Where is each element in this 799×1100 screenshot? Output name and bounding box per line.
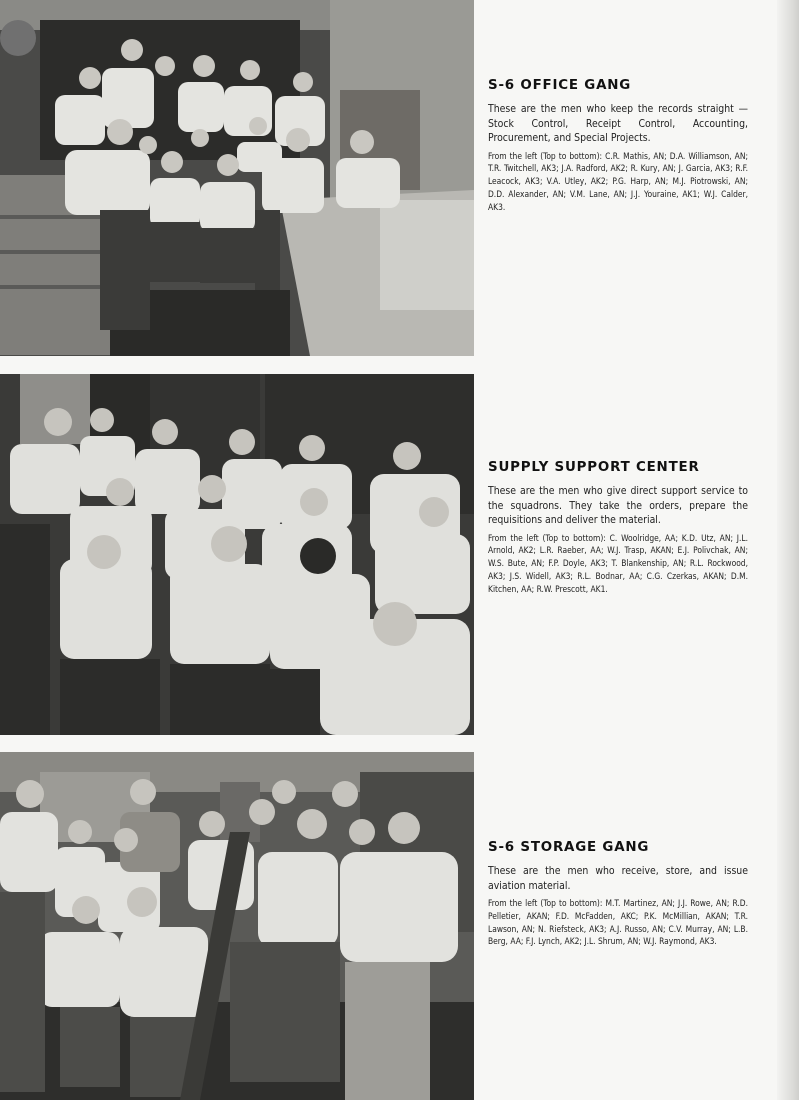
office-gang-title: S-6 OFFICE GANG <box>488 78 632 93</box>
office-gang-names: From the left (Top to bottom): C.R. Mathis, AN; D.A. Williamson, AN; T.R. Twitchell, AK3; J.A. Radford, AK2; R. Kury, AN; J. Garcia, AK3; R.F. Leacock, AK3; V.A. Utley, AK2; P.G. Harp, AN; M.J. Piotrowski, AN; D.D. Alexander, AN; V.M. Lane, AN; J.J. Youraine, AK1; W.J. Calder, AK3. <box>488 150 748 212</box>
supply-support-section <box>488 460 748 595</box>
storage-gang-names: From the left (Top to bottom): M.T. Martinez, AN; J.J. Rowe, AN; R.D. Pelletier, AKAN; F.D. McFadden, AKC; P.K. McMillian, AKAN; T.R. Lawson, AN; N. Riefsteck, AK3; A.J. Russo, AN; C.V. Murray, AN; L.B. Berg, AA; F.J. Lynch, AK2; J.L. Shrum, AN; W.J. Raymond, AK3. <box>488 898 748 947</box>
page-edge-shadow <box>777 0 799 1100</box>
supply-support-description: These are the men who give direct support service to the squadrons. They take the orders, prepare the requisitions and deliver the material. <box>488 485 748 527</box>
storage-gang-photo <box>0 752 474 1100</box>
supply-support-center-photo <box>0 374 474 735</box>
office-gang-section <box>488 78 748 213</box>
storage-gang-description: These are the men who receive, store, and issue aviation material. <box>488 865 748 892</box>
storage-gang-title: S-6 STORAGE GANG <box>488 840 650 855</box>
office-gang-photo <box>0 0 474 356</box>
supply-support-names: From the left (Top to bottom): C. Woolridge, AA; K.D. Utz, AN; J.L. Arnold, AK2; L.R. Raeber, AA; W.J. Trasp, AKAN; E.J. Polivchak, AN; W.S. Bute, AN; F.P. Doyle, AK3; T. Blankenship, AN; R.L. Rockwood, AK3; J.S. Widell, AK3; R.L. Bodnar, AA; C.G. Czerkas, AKAN; D.M. Kitchen, AA; R.W. Prescott, AK1. <box>488 532 748 594</box>
supply-support-title: SUPPLY SUPPORT CENTER <box>488 460 700 475</box>
office-gang-description: These are the men who keep the records straight — Stock Control, Receipt Control, Accounting, Procurement, and Special Projects. <box>488 103 748 145</box>
storage-gang-section <box>488 840 748 948</box>
